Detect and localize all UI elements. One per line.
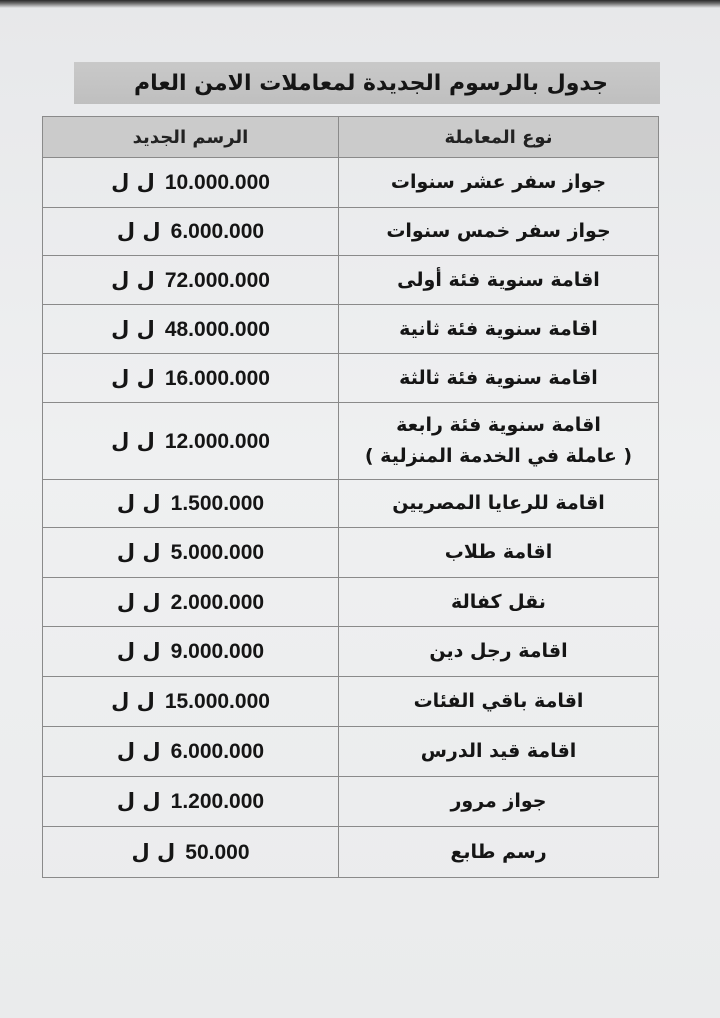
fee-amount: 15.000.000 <box>164 690 270 713</box>
transaction-type-cell: جواز سفر عشر سنوات <box>339 158 659 208</box>
title-banner <box>74 62 660 104</box>
transaction-type-cell: نقل كفالة <box>339 578 659 627</box>
header-transaction-type: نوع المعاملة <box>339 117 659 158</box>
fee-amount: 16.000.000 <box>164 366 270 390</box>
table-row <box>43 578 659 627</box>
fee-cell <box>43 578 339 627</box>
fee-currency: ل ل <box>116 739 161 763</box>
fee-currency: ل ل <box>111 316 155 341</box>
table-row <box>43 777 659 827</box>
fee-amount: 12.000.000 <box>164 429 270 453</box>
top-edge-shadow <box>0 0 720 8</box>
fee-currency: ل ل <box>111 428 155 453</box>
transaction-type-cell: اقامة باقي الفئات <box>339 677 659 727</box>
fee-currency: ل ل <box>116 219 161 243</box>
fee-cell <box>43 677 339 727</box>
fee-cell <box>43 208 339 256</box>
fee-amount: 10.000.000 <box>164 171 270 194</box>
fee-amount: 9.000.000 <box>170 640 265 663</box>
transaction-type-cell: جواز سفر خمس سنوات <box>339 208 659 256</box>
fee-cell <box>43 528 339 578</box>
table-row <box>43 403 659 480</box>
fee-currency: ل ل <box>131 839 176 864</box>
fee-currency: ل ل <box>116 639 161 663</box>
fee-amount: 2.000.000 <box>170 590 265 614</box>
fee-amount: 6.000.000 <box>170 220 265 243</box>
fee-currency: ل ل <box>111 365 155 390</box>
fee-amount: 72.000.000 <box>164 268 270 292</box>
table-row <box>43 480 659 528</box>
fee-cell <box>43 627 339 677</box>
fee-cell <box>43 403 339 480</box>
transaction-type-cell <box>339 403 659 480</box>
fee-cell <box>43 777 339 827</box>
table-row <box>43 158 659 208</box>
transaction-type-note: ( عاملة في الخدمة المنزلية ) <box>364 445 633 467</box>
header-new-fee: الرسم الجديد <box>43 117 339 158</box>
fee-amount: 48.000.000 <box>164 317 270 341</box>
fee-cell <box>43 256 339 305</box>
transaction-type-cell: اقامة قيد الدرس <box>339 727 659 777</box>
fee-currency: ل ل <box>116 589 161 614</box>
fee-cell <box>43 305 339 354</box>
transaction-type-line: اقامة سنوية فئة رابعة <box>396 414 601 436</box>
fee-cell <box>43 480 339 528</box>
table-row <box>43 627 659 677</box>
table-row <box>43 528 659 578</box>
fee-currency: ل ل <box>116 789 161 813</box>
table-row <box>43 827 659 878</box>
fee-currency: ل ل <box>111 689 155 713</box>
fee-amount: 50.000 <box>185 840 250 864</box>
transaction-type-cell: اقامة سنوية فئة ثانية <box>339 305 659 354</box>
fee-currency: ل ل <box>116 540 161 564</box>
transaction-type-cell: اقامة سنوية فئة أولى <box>339 256 659 305</box>
transaction-type-cell: جواز مرور <box>339 777 659 827</box>
table-header-row <box>43 117 659 158</box>
fee-cell <box>43 354 339 403</box>
table-row <box>43 727 659 777</box>
table-row <box>43 256 659 305</box>
fees-table-body <box>43 158 659 878</box>
fee-cell <box>43 827 339 878</box>
table-row <box>43 354 659 403</box>
fee-cell <box>43 727 339 777</box>
fee-cell <box>43 158 339 208</box>
table-row <box>43 208 659 256</box>
table-row <box>43 677 659 727</box>
fees-table <box>42 116 659 878</box>
transaction-type-cell: اقامة للرعايا المصريين <box>339 480 659 528</box>
fee-amount: 1.500.000 <box>170 492 265 515</box>
fee-amount: 1.200.000 <box>170 790 265 813</box>
page-title: جدول بالرسوم الجديدة لمعاملات الامن العام <box>133 70 608 96</box>
fee-currency: ل ل <box>111 170 155 194</box>
fee-amount: 5.000.000 <box>170 541 265 564</box>
table-row <box>43 305 659 354</box>
transaction-type-cell: اقامة سنوية فئة ثالثة <box>339 354 659 403</box>
fee-amount: 6.000.000 <box>170 740 265 763</box>
transaction-type-cell: رسم طابع <box>339 827 659 878</box>
transaction-type-cell: اقامة رجل دين <box>339 627 659 677</box>
transaction-type-cell: اقامة طلاب <box>339 528 659 578</box>
fee-currency: ل ل <box>111 267 155 292</box>
fee-currency: ل ل <box>116 491 161 515</box>
